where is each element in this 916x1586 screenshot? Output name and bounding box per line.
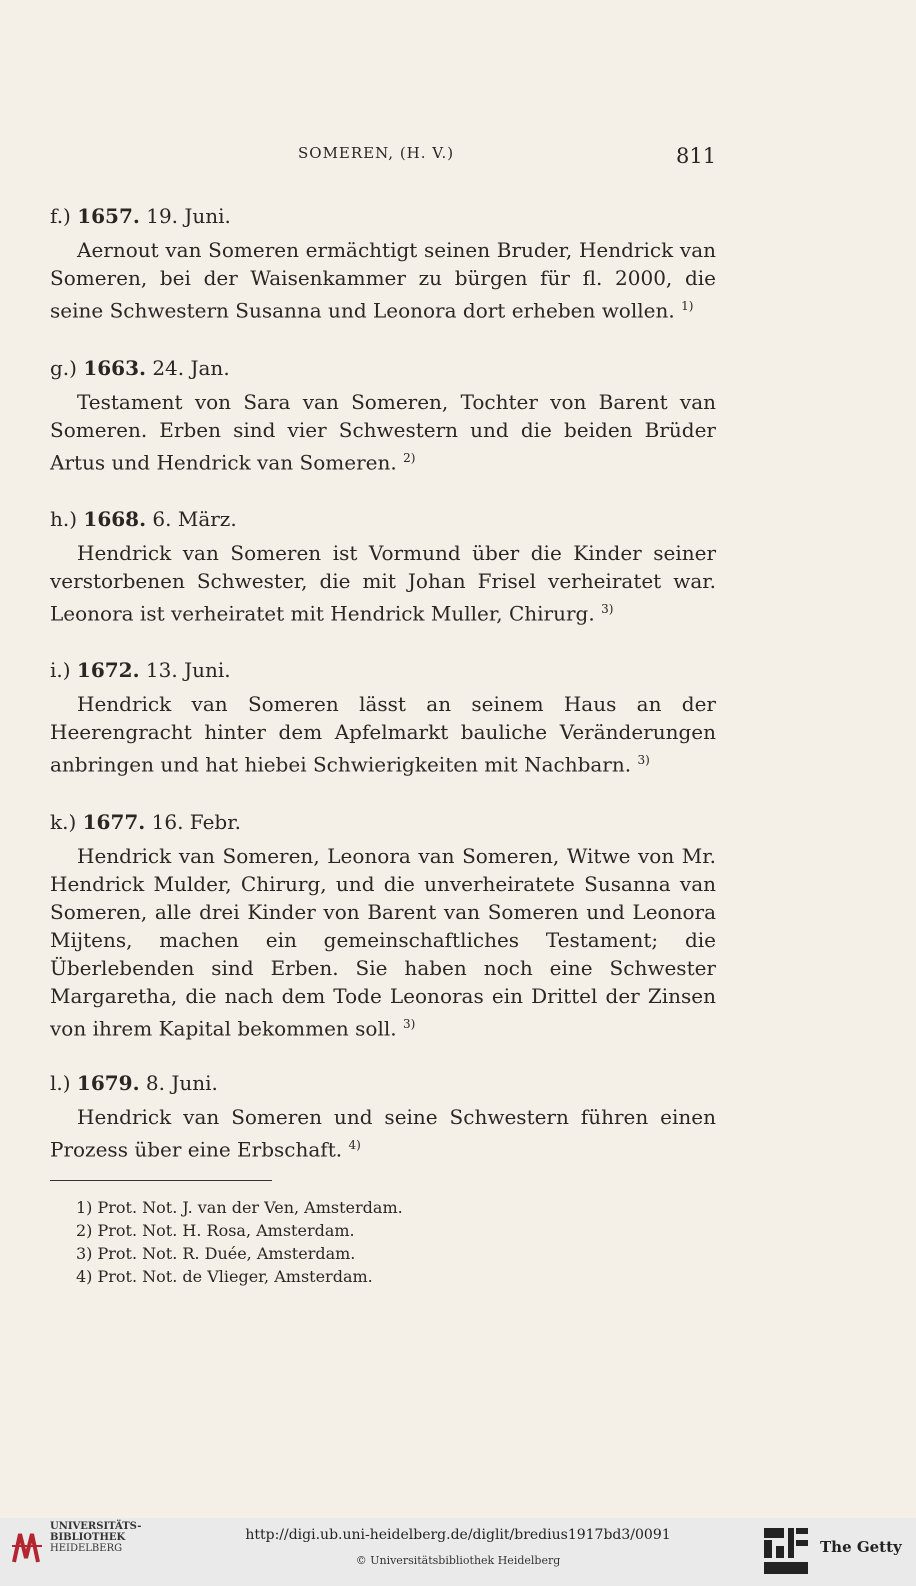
- entry-text: Aernout van Someren ermächtigt seinen Bruder, Hendrick van Someren, bei der Waisenkammer zu bürgen für fl. 2000, die seine Schwestern Susanna und Leonora dort erheben wollen. $^{1)}$: [50, 238, 716, 323]
- source-url-link[interactable]: http://digi.ub.uni-heidelberg.de/diglit/bredius1917bd3/0091: [245, 1527, 671, 1543]
- ub-heidelberg-label: UNIVERSITÄTS- BIBLIOTHEK HEIDELBERG: [50, 1521, 142, 1554]
- entry-i: [50, 656, 716, 779]
- entry-text: Hendrick van Someren lässt an seinem Haus an der Heerengracht hinter dem Apfelmarkt bauliche Veränderungen anbringen und hat hiebei Schwierigkeiten mit Nachbarn. $^{3)}$: [50, 692, 716, 777]
- entry-k: [50, 808, 716, 1043]
- entry-heading: k.) 1677. 16. Febr.: [50, 810, 241, 834]
- footnote: 3) Prot. Not. R. Duée, Amsterdam.: [76, 1244, 356, 1263]
- entry-heading: l.) 1679. 8. Juni.: [50, 1071, 218, 1095]
- entry-text: Testament von Sara van Someren, Tochter von Barent van Someren. Erben sind vier Schwestern und die beiden Brüder Artus und Hendrick van Someren. $^{2)}$: [50, 390, 716, 475]
- page-number: 811: [676, 144, 717, 168]
- copyright-notice: © Universitätsbibliothek Heidelberg: [355, 1554, 561, 1567]
- entry-f: [50, 202, 716, 325]
- footnote: 4) Prot. Not. de Vlieger, Amsterdam.: [76, 1267, 373, 1286]
- entry-heading: h.) 1668. 6. März.: [50, 507, 237, 531]
- footnote-divider: [50, 1180, 272, 1181]
- footnote: 2) Prot. Not. H. Rosa, Amsterdam.: [76, 1221, 355, 1240]
- running-head: SOMEREN, (H. V.): [298, 144, 455, 162]
- entry-text: Hendrick van Someren ist Vormund über die Kinder seiner verstorbenen Schwester, die mit Johan Frisel verheiratet war. Leonora ist verheiratet mit Hendrick Muller, Chirurg. $^{3)}$: [50, 541, 716, 626]
- getty-logo-icon: [760, 1526, 812, 1578]
- entry-h: [50, 505, 716, 628]
- footnotes: [76, 1196, 403, 1288]
- entry-text: Hendrick van Someren, Leonora van Someren, Witwe von Mr. Hendrick Mulder, Chirurg, und die unverheiratete Susanna van Someren, alle drei Kinder von Barent van Someren und Leonora Mijtens, machen ein gemeinschaftliches Testament; die Überlebenden sind Erben. Sie haben noch eine Schwester Margaretha, die nach dem Tode Leonoras ein Drittel der Zinsen von ihrem Kapital bekommen soll. $^{3)}$: [50, 844, 716, 1041]
- getty-label: The Getty: [820, 1538, 902, 1556]
- entry-g: [50, 354, 716, 477]
- entry-heading: f.) 1657. 19. Juni.: [50, 204, 231, 228]
- entry-text: Hendrick van Someren und seine Schwestern führen einen Prozess über eine Erbschaft. $^{4)}$: [50, 1105, 716, 1162]
- footnote: 1) Prot. Not. J. van der Ven, Amsterdam.: [76, 1198, 403, 1217]
- entry-heading: i.) 1672. 13. Juni.: [50, 658, 231, 682]
- entry-l: [50, 1069, 716, 1164]
- entry-heading: g.) 1663. 24. Jan.: [50, 356, 230, 380]
